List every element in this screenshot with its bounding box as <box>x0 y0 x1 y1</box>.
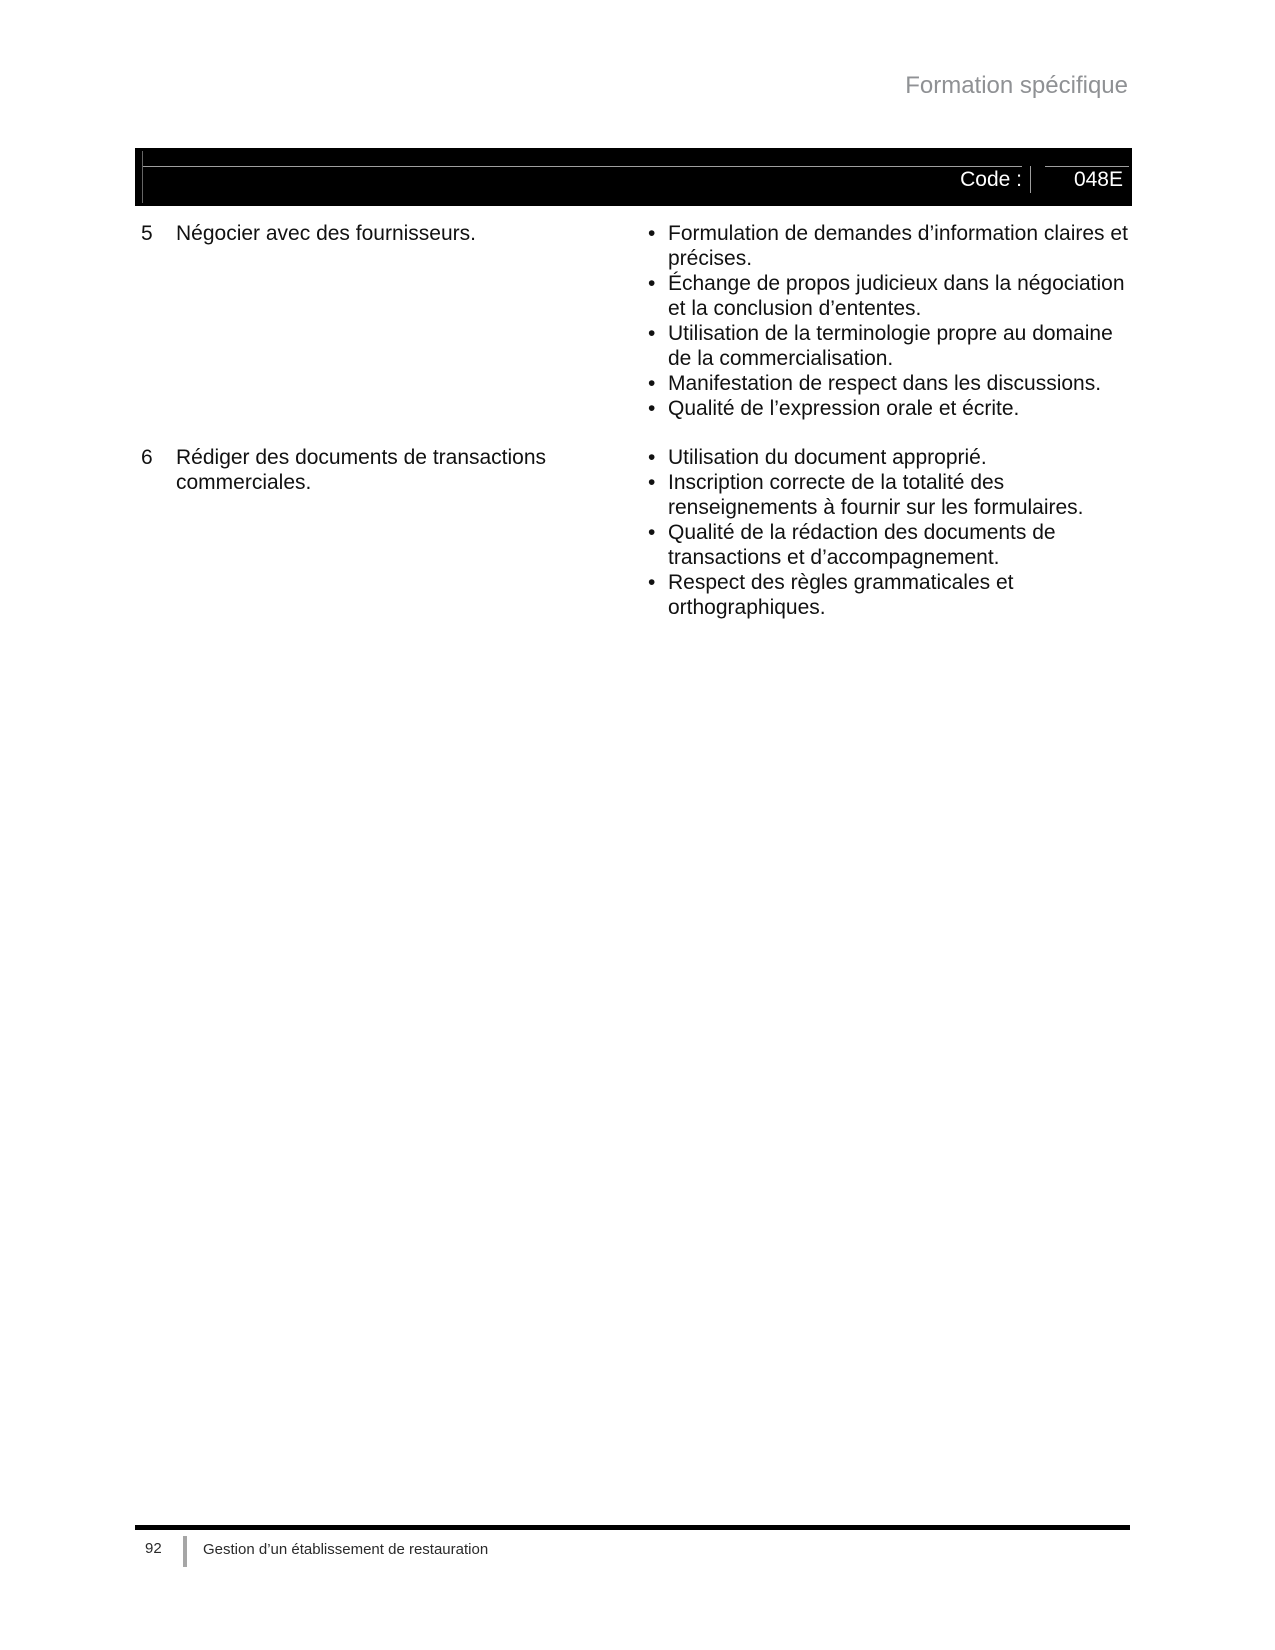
bullet-icon: • <box>648 372 656 395</box>
criteria-item <box>648 321 1140 371</box>
criteria-text: Qualité de la rédaction des documents de transactions et d’accompagnement. <box>668 521 1056 569</box>
criteria-text: Qualité de l’expression orale et écrite. <box>668 397 1020 420</box>
bullet-icon: • <box>648 446 656 469</box>
criteria-item <box>648 445 1140 470</box>
criteria-text: Respect des règles grammaticales et orthographiques. <box>668 571 1014 619</box>
criteria-text: Utilisation de la terminologie propre au domaine de la commercialisation. <box>668 322 1113 370</box>
criteria-item <box>648 470 1140 520</box>
criteria-text: Formulation de demandes d’information claires et précises. <box>668 222 1128 270</box>
criteria-list <box>648 445 1140 620</box>
criteria-item <box>648 271 1140 321</box>
bullet-icon: • <box>648 521 656 544</box>
code-value: 048E <box>1073 168 1123 191</box>
footer-divider <box>183 1536 187 1567</box>
page-number: 92 <box>145 1540 162 1557</box>
page-footer <box>0 1536 1275 1570</box>
bullet-icon: • <box>648 471 656 494</box>
code-bar-divider <box>1030 166 1031 193</box>
criteria-text: Utilisation du document approprié. <box>668 446 987 469</box>
bullet-icon: • <box>648 222 656 245</box>
bullet-icon: • <box>648 397 656 420</box>
objective-statement: Négocier avec des fournisseurs. <box>176 222 476 245</box>
criteria-text: Inscription correcte de la totalité des renseignements à fournir sur les formulaires. <box>668 471 1084 519</box>
bullet-icon: • <box>648 571 656 594</box>
code-bar-left-border <box>142 151 143 203</box>
code-label: Code : <box>960 168 1022 191</box>
criteria-text: Échange de propos judicieux dans la négociation et la conclusion d’ententes. <box>668 272 1125 320</box>
criteria-text: Manifestation de respect dans les discussions. <box>668 372 1102 395</box>
criteria-list <box>648 221 1140 421</box>
criteria-item <box>648 570 1140 620</box>
objective-number: 5 <box>141 222 153 245</box>
footer-rule <box>135 1525 1130 1530</box>
criteria-item <box>648 221 1140 271</box>
objective-number: 6 <box>141 446 153 469</box>
code-bar-rule-left <box>143 166 1022 167</box>
criteria-item <box>648 396 1140 421</box>
bullet-icon: • <box>648 322 656 345</box>
footer-publication-title: Gestion d’un établissement de restauration <box>203 1541 489 1558</box>
code-bar <box>135 148 1132 206</box>
objective-statement: Rédiger des documents de transactions commerciales. <box>176 446 547 494</box>
criteria-item <box>648 371 1140 396</box>
criteria-item <box>648 520 1140 570</box>
bullet-icon: • <box>648 272 656 295</box>
running-header-section-label: Formation spécifique <box>905 72 1128 99</box>
